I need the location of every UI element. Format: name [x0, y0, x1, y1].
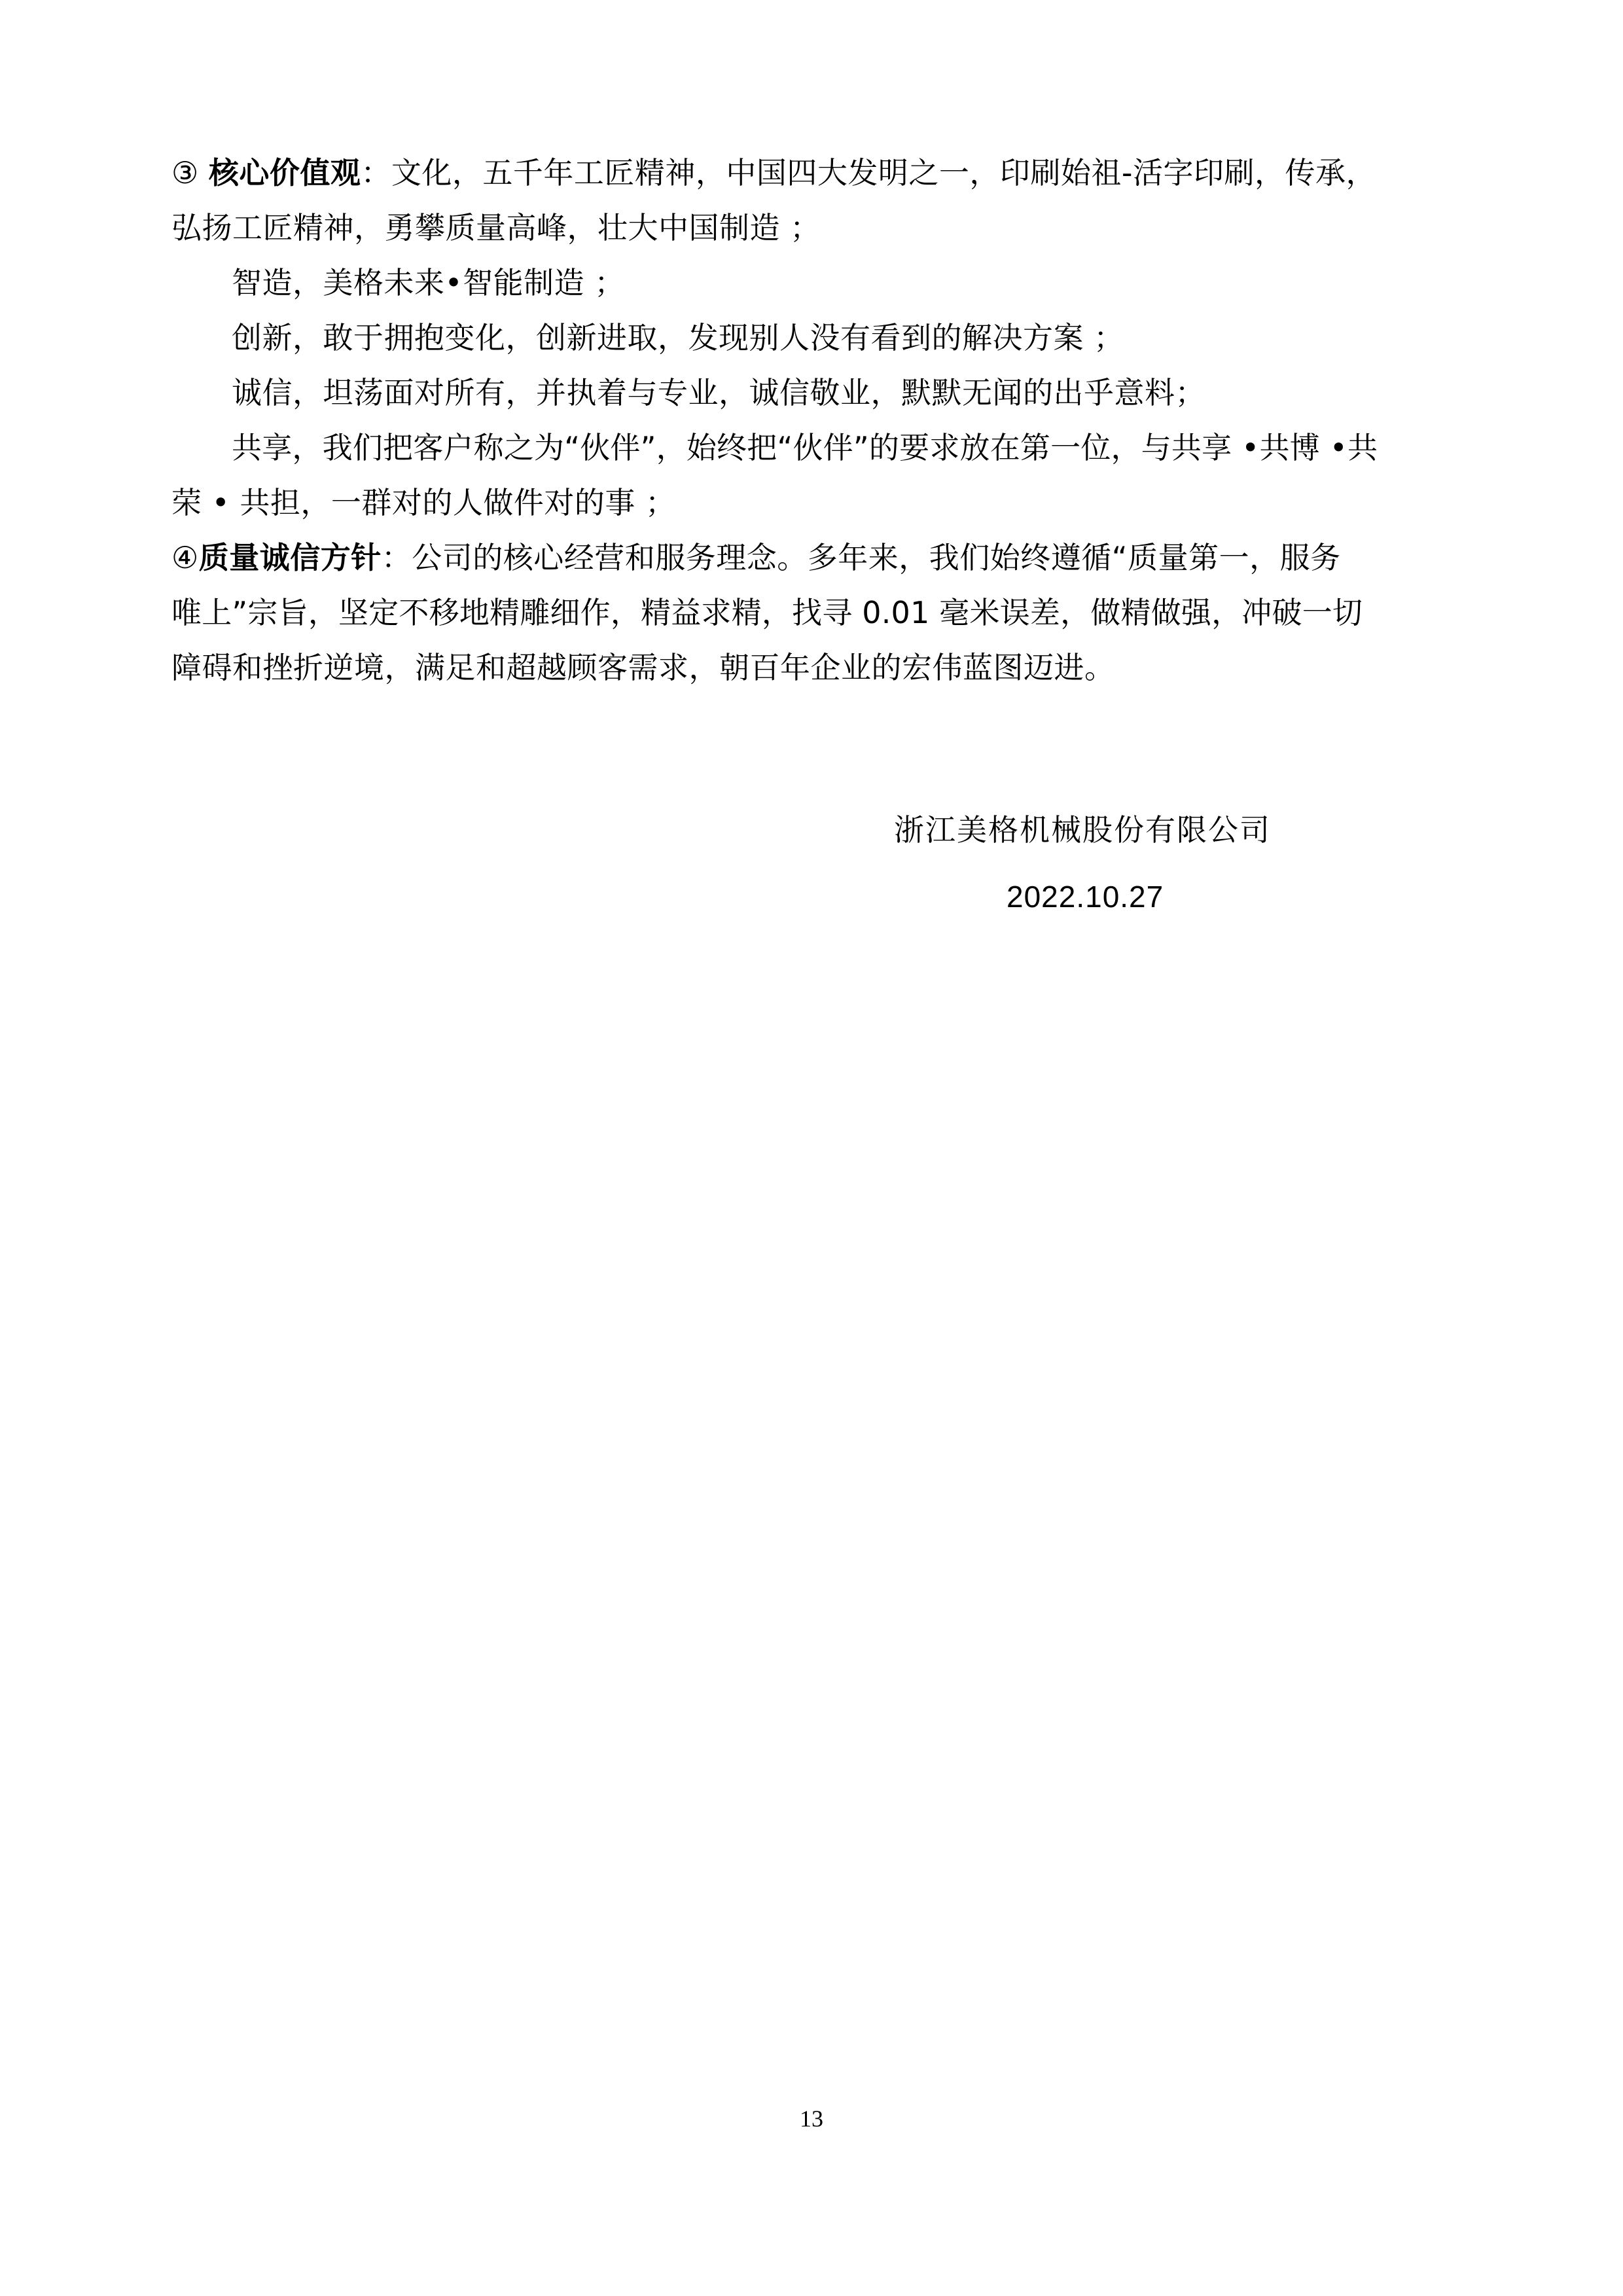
value-item-sharing-line1: 共享，我们把客户称之为“伙伴”，始终把“伙伴”的要求放在第一位，与共享 •共博 •共 [232, 430, 1378, 465]
section4-line3: 障碍和挫折逆境，满足和超越顾客需求，朝百年企业的宏伟蓝图迈进。 [171, 650, 1115, 685]
value-item-sharing-line2: 荣 • 共担，一群对的人做件对的事 ； [171, 485, 676, 520]
document-body [171, 145, 1464, 695]
section3-line2: 弘扬工匠精神，勇攀质量高峰，壮大中国制造 ； [171, 210, 821, 245]
section4-heading: 质量诚信方针 [198, 540, 382, 575]
section3-heading: 核心价值观 [208, 155, 361, 190]
section4-colon: ： [381, 540, 412, 575]
signature-date: 2022.10.27 [1007, 880, 1164, 914]
section4-line2: 唯上”宗旨，坚定不移地精雕细作，精益求精，找寻 0.01 毫米误差，做精做强，冲破一切 [171, 595, 1363, 630]
value-item-smart-manufacturing: 智造，美格未来•智能制造 ； [232, 265, 625, 300]
signature-company: 浙江美格机械股份有限公司 [894, 812, 1271, 848]
page-number: 13 [800, 2106, 823, 2132]
value-item-integrity: 诚信，坦荡面对所有，并执着与专业，诚信敬业，默默无闻的出乎意料； [232, 375, 1205, 410]
section4-line1 [171, 530, 1464, 585]
section3-colon: ： [361, 155, 391, 190]
section3-marker: ③ [171, 155, 199, 190]
value-item-innovation: 创新，敢于拥抱变化，创新进取，发现别人没有看到的解决方案 ； [232, 320, 1124, 355]
section3-line1-text: 文化，五千年工匠精神，中国四大发明之一，印刷始祖-活字印刷，传承， [391, 155, 1376, 190]
section3-line1 [171, 145, 1464, 200]
section4-line1-text: 公司的核心经营和服务理念。多年来，我们始终遵循“质量第一，服务 [412, 540, 1341, 575]
section4-marker: ④ [171, 540, 199, 575]
